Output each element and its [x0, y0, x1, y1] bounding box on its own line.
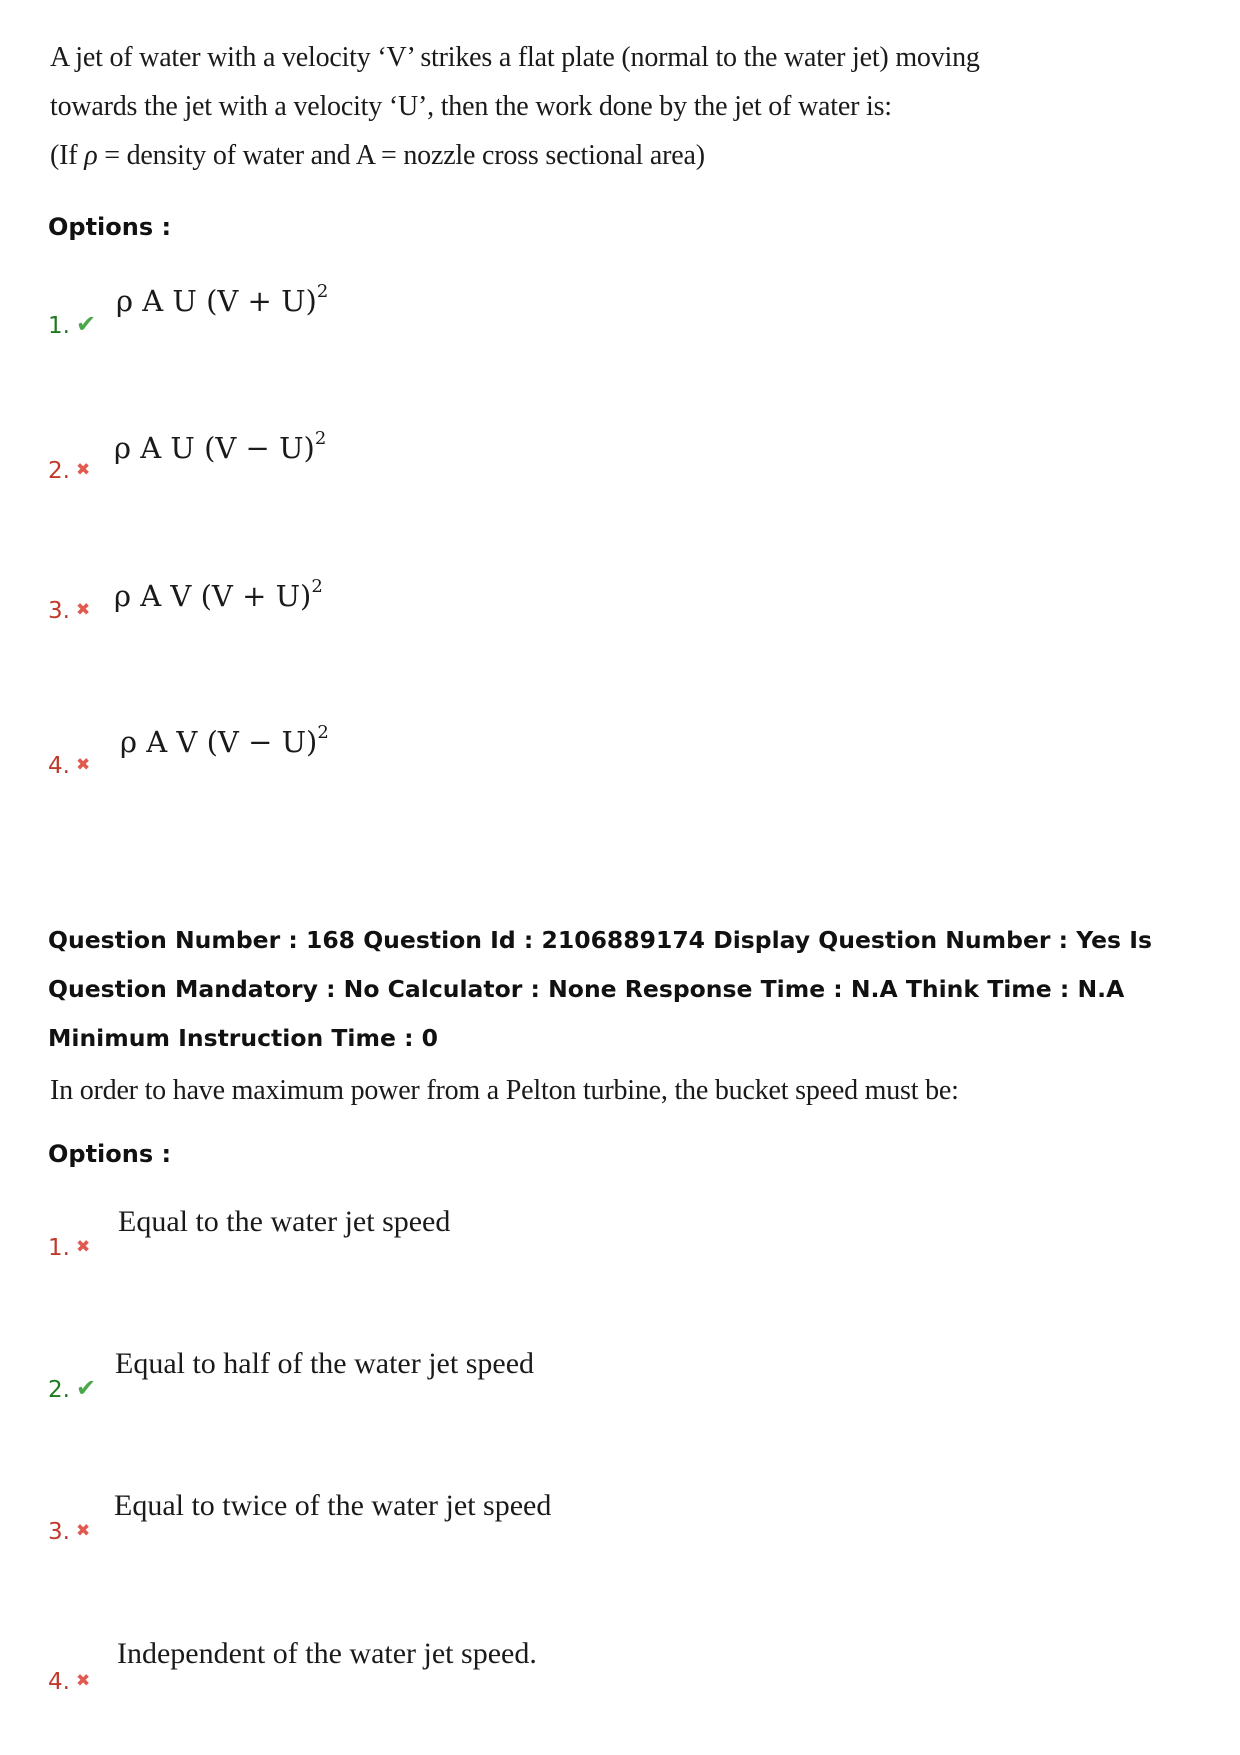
formula-base: ρ A U (V − U) — [114, 431, 315, 465]
option-number: 1. — [48, 313, 70, 339]
check-icon: ✔ — [76, 1374, 97, 1402]
option-row — [0, 1639, 1240, 1699]
formula-base: ρ A U (V + U) — [116, 284, 317, 318]
option-row — [0, 1347, 1240, 1407]
cross-icon: ✖ — [76, 1237, 91, 1257]
cross-icon: ✖ — [76, 1671, 91, 1691]
option-text: Equal to twice of the water jet speed — [114, 1489, 552, 1522]
formula-base: ρ A V (V + U) — [114, 579, 312, 613]
option-formula — [120, 722, 329, 759]
option-number: 4. — [48, 1669, 70, 1695]
formula-exponent: 2 — [317, 722, 329, 743]
option-number: 2. — [48, 458, 70, 484]
question-text-line: A jet of water with a velocity ‘V’ strikes a flat plate (normal to the water jet) moving — [50, 42, 980, 73]
question-text: In order to have maximum power from a Pelton turbine, the bucket speed must be: — [50, 1075, 959, 1106]
option-formula — [114, 428, 327, 465]
option-text: Equal to half of the water jet speed — [115, 1347, 535, 1380]
option-number: 2. — [48, 1377, 70, 1403]
formula-base: ρ A V (V − U) — [120, 725, 318, 759]
question-metadata: Question Number : 168 Question Id : 2106889174 Display Question Number : Yes Is Question Mandatory : No Calculator : None Response Time : N.A Think Time : N.A Minimum Instruction Time : 0 — [48, 926, 1152, 1052]
question-text-line: towards the jet with a velocity ‘U’, then the work done by the jet of water is: — [50, 91, 892, 122]
option-row — [0, 280, 1240, 340]
cross-icon: ✖ — [76, 755, 91, 775]
option-formula — [114, 576, 323, 613]
condition-suffix: = density of water and A = nozzle cross sectional area) — [97, 140, 705, 171]
option-number: 3. — [48, 598, 70, 624]
option-row — [0, 1489, 1240, 1549]
option-row — [0, 565, 1240, 625]
option-number: 4. — [48, 753, 70, 779]
check-icon: ✔ — [76, 310, 97, 338]
options-label: Options : — [48, 1140, 172, 1168]
formula-exponent: 2 — [316, 281, 329, 302]
formula-exponent: 2 — [314, 428, 327, 449]
option-row — [0, 1205, 1240, 1265]
cross-icon: ✖ — [76, 600, 91, 620]
options-label: Options : — [48, 213, 172, 241]
formula-exponent: 2 — [311, 576, 323, 597]
option-formula — [116, 281, 329, 318]
option-number: 3. — [48, 1519, 70, 1545]
option-text: Equal to the water jet speed — [118, 1205, 451, 1238]
rho-symbol: ρ — [84, 140, 98, 171]
option-row — [0, 720, 1240, 780]
condition-prefix: (If — [50, 140, 85, 171]
option-number: 1. — [48, 1235, 70, 1261]
cross-icon: ✖ — [76, 460, 91, 480]
question-condition — [50, 128, 705, 183]
option-row — [0, 425, 1240, 485]
option-text: Independent of the water jet speed. — [117, 1637, 537, 1670]
cross-icon: ✖ — [76, 1521, 91, 1541]
